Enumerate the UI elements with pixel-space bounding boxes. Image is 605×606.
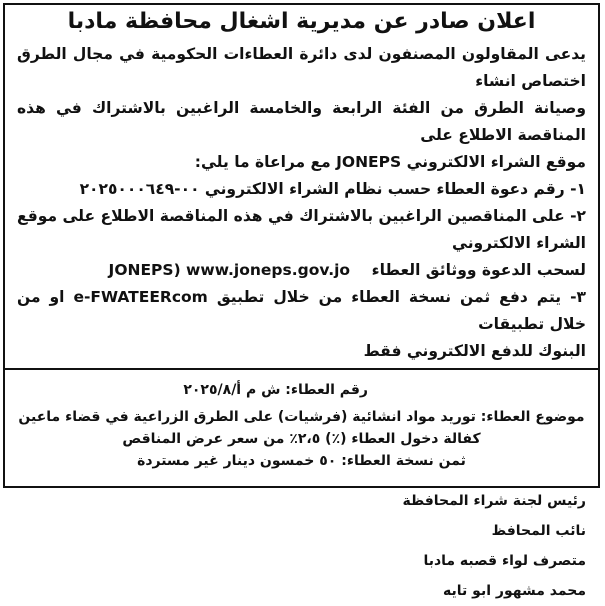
tender-reference: رقم العطاء: ش م أ/٢٠٢٥/٨ xyxy=(183,382,368,398)
intro-line-3-prefix: موقع الشراء الالكتروني xyxy=(406,153,586,171)
intro-line-1: يدعى المقاولون المصنفون لدى دائرة العطاءات الحكومية في مجال الطرق اختصاص انشاء xyxy=(17,45,586,90)
item-3-prefix: ٣- يتم دفع ثمن نسخة العطاء من خلال تطبيق xyxy=(216,288,586,306)
item-2-line-1: ٢- على المناقصين الراغبين بالاشتراك في هذه المناقصة الاطلاع على موقع الشراء الالكتروني xyxy=(17,207,586,252)
signature-committee-head: رئيس لجنة شراء المحافظة xyxy=(402,493,586,509)
item-1: ١- رقم دعوة العطاء حسب نظام الشراء الالكتروني ٠٠-٢٠٢٥٠٠٠٦٤٩ xyxy=(79,180,586,198)
item-2-line-2 xyxy=(17,257,586,284)
tender-details xyxy=(17,406,586,472)
item-3-suffix: او من خلال تطبيقات xyxy=(17,288,586,333)
intro-line-3-suffix: مع مراعاة ما يلي: xyxy=(194,153,331,171)
intro-line-3 xyxy=(17,149,586,176)
tender-bond: كفالة دخول العطاء (٪) ٢،٥٪ من سعر عرض المناقص xyxy=(122,431,481,447)
signature-name: محمد مشهور ابو تايه xyxy=(443,583,586,599)
joneps-brand: JONEPS xyxy=(336,153,402,171)
intro-line-2: وصيانة الطرق من الفئة الرابعة والخامسة الراغبين بالاشتراك في هذه المناقصة الاطلاع على xyxy=(17,99,586,144)
joneps-url: JONEPS) www.joneps.gov.jo xyxy=(108,261,351,279)
tender-subject: موضوع العطاء: توريد مواد انشائية (فرشيات) على الطرق الزراعية في قضاء ماعين xyxy=(18,409,585,425)
item-2-prefix: لسحب الدعوة ووثائق العطاء xyxy=(371,261,586,279)
tender-price: ثمن نسخة العطاء: ٥٠ خمسون دينار غير مستردة xyxy=(137,453,466,469)
efawateer-app: e-FWATEERcom xyxy=(73,288,208,306)
signature-block xyxy=(17,486,586,606)
signature-deputy-governor: نائب المحافظ xyxy=(491,523,586,539)
announcement-frame xyxy=(3,3,600,599)
signature-district-governor: متصرف لواء قصبه مادبا xyxy=(423,553,586,569)
item-3-line-1 xyxy=(17,284,586,338)
divider xyxy=(5,368,598,370)
announcement-title: اعلان صادر عن مديرية اشغال محافظة مادبا xyxy=(67,9,536,34)
announcement-body xyxy=(17,41,586,365)
item-3-line-2: البنوك للدفع الالكتروني فقط xyxy=(363,342,586,360)
